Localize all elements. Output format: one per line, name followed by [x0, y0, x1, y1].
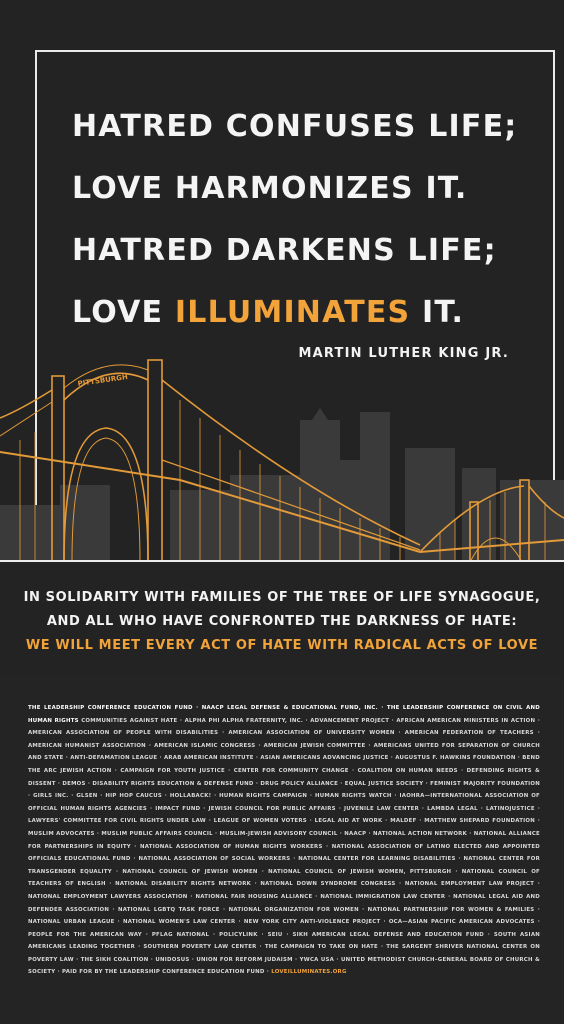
solidarity-band [0, 562, 564, 675]
solidarity-line-3: WE WILL MEET EVERY ACT OF HATE WITH RADICAL ACTS OF LOVE [25, 638, 539, 653]
attribution: MARTIN LUTHER KING JR. [298, 346, 509, 361]
quote-line-4-start: LOVE [72, 295, 175, 330]
city-skyline [0, 408, 564, 562]
website-link[interactable]: LOVEILLUMINATES.ORG [271, 969, 347, 976]
quote-line-3: HATRED DARKENS LIFE; [72, 233, 497, 268]
quote-line-4-end: IT. [410, 295, 465, 330]
quote-line-2: LOVE HARMONIZES IT. [72, 171, 468, 206]
quote-line-1: HATRED CONFUSES LIFE; [72, 109, 518, 144]
solidarity-line-2: AND ALL WHO HAVE CONFRONTED THE DARKNESS OF HATE: [46, 614, 518, 629]
solidarity-line-1: IN SOLIDARITY WITH FAMILIES OF THE TREE OF LIFE SYNAGOGUE, [23, 590, 541, 605]
bridge-sign: PITTSBURGH [77, 373, 129, 388]
quote-line-4 [72, 282, 518, 344]
quote-accent-word: ILLUMINATES [174, 295, 411, 330]
sponsor-organizations: COMMUNITIES AGAINST HATE · ALPHA PHI ALPHA FRATERNITY, INC. · ADVANCEMENT PROJECT · AFRICAN AMERICAN MINISTERS IN ACTION · AMERICAN ASSOCIATION OF PEOPLE WITH DISABILITIES · AMERICAN ASSOCIATION OF UNIVERSITY WOMEN · AMERICAN FEDERATION OF TEACHERS · AMERICAN HUMANIST ASSOCIATION · AMERICAN ISLAMIC CONGRESS · AMERICAN JEWISH COMMITTEE · AMERICANS UNITED FOR SEPARATION OF CHURCH AND STATE · ANTI-DEFAMATION LEAGUE · ARAB AMERICAN INSTITUTE · ASIAN AMERICANS ADVANCING JUSTICE · AUGUSTUS F. HAWKINS FOUNDATION · BEND THE ARC JEWISH ACTION · CAMPAIGN FOR YOUTH JUSTICE · CENTER FOR COMMUNITY CHANGE · COALITION ON HUMAN NEEDS · DEFENDING RIGHTS & DISSENT · DEMOS · DISABILITY RIGHTS EDUCATION & DEFENSE FUND · DRUG POLICY ALLIANCE · EQUAL JUSTICE SOCIETY · FEMINIST MAJORITY FOUNDATION · GIRLS INC. · GLSEN · HIP HOP CAUCUS · HOLLABACK! · HUMAN RIGHTS CAMPAIGN · HUMAN RIGHTS WATCH · IAOHRA—INTERNATIONAL ASSOCIATION OF OFFICIAL HUMAN RIGHTS AGENCIES · IMPACT FUND · JEWISH COUNCIL FOR PUBLIC AFFAIRS · JUVENILE LAW CENTER · LAMBDA LEGAL · LATINOJUSTICE · LAWYERS' COMMITTEE FOR CIVIL RIGHTS UNDER LAW · LEAGUE OF WOMEN VOTERS · LEGAL AID AT WORK · MALDEF · MATTHEW SHEPARD FOUNDATION · MUSLIM ADVOCATES · MUSLIM PUBLIC AFFAIRS COUNCIL · MUSLIM-JEWISH ADVISORY COUNCIL · NAACP · NATIONAL ACTION NETWORK · NATIONAL ALLIANCE FOR PARTNERSHIPS IN EQUITY · NATIONAL ASSOCIATION OF HUMAN RIGHTS WORKERS · NATIONAL ASSOCIATION OF LATINO ELECTED AND APPOINTED OFFICIALS EDUCATIONAL FUND · NATIONAL ASSOCIATION OF SOCIAL WORKERS · NATIONAL CENTER FOR LEARNING DISABILITIES · NATIONAL CENTER FOR TRANSGENDER EQUALITY · NATIONAL COUNCIL OF JEWISH WOMEN · NATIONAL COUNCIL OF JEWISH WOMEN, PITTSBURGH · NATIONAL COUNCIL OF TEACHERS OF ENGLISH · NATIONAL DISABILITY RIGHTS NETWORK · NATIONAL DOWN SYNDROME CONGRESS · NATIONAL EMPLOYMENT LAW PROJECT · NATIONAL EMPLOYMENT LAWYERS ASSOCIATION · NATIONAL FAIR HOUSING ALLIANCE · NATIONAL IMMIGRATION LAW CENTER · NATIONAL LEGAL AID AND DEFENDER ASSOCIATION · NATIONAL LGBTQ TASK FORCE · NATIONAL ORGANIZATION FOR WOMEN · NATIONAL PARTNERSHIP FOR WOMEN & FAMILIES · NATIONAL URBAN LEAGUE · NATIONAL WOMEN'S LAW CENTER · NEW YORK CITY ANTI-VIOLENCE PROJECT · OCA—ASIAN PACIFIC AMERICAN ADVOCATES · PEOPLE FOR THE AMERICAN WAY · PFLAG NATIONAL · POLICYLINK · SEIU · SIKH AMERICAN LEGAL DEFENSE AND EDUCATION FUND · SOUTH ASIAN AMERICANS LEADING TOGETHER · SOUTHERN POVERTY LAW CENTER · THE CAMPAIGN TO TAKE ON HATE · THE SARGENT SHRIVER NATIONAL CENTER ON POVERTY LAW · THE SIKH COALITION · UNIDOSUS · UNION FOR REFORM JUDAISM · YWCA USA · UNITED METHODIST CHURCH–GENERAL BOARD OF CHURCH & SOCIETY · PAID FOR BY THE LEADERSHIP CONFERENCE EDUCATION FUND · [28, 717, 540, 976]
sponsor-list [28, 702, 540, 979]
quote-block [72, 96, 518, 344]
sponsor-lead: THE LEADERSHIP CONFERENCE EDUCATION FUND · NAACP LEGAL DEFENSE & EDUCATIONAL FUND, INC. · THE LEADERSHIP CONFERENCE ON CIVIL AND HUMAN RIGHTS [28, 705, 540, 724]
bridge-skyline-illustration [0, 340, 564, 562]
